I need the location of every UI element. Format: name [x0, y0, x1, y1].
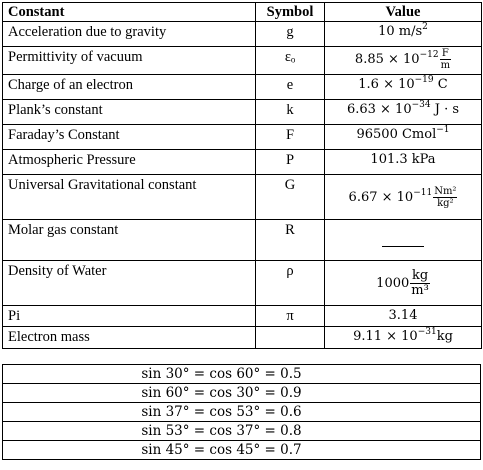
table-row: [3, 261, 482, 306]
unit-fraction: [433, 186, 457, 209]
trig-identity: sin 53° = cos 37° = 0.8: [3, 422, 481, 441]
table-row: [3, 47, 482, 75]
unit-fraction: [410, 269, 430, 298]
constant-symbol: F: [256, 125, 325, 150]
value-exponent: −34: [411, 100, 431, 110]
trig-identities-table: [2, 364, 481, 460]
value-blank-line: [382, 232, 424, 247]
constant-name: Acceleration due to gravity: [3, 22, 256, 47]
constant-symbol: [256, 327, 325, 349]
value-text: 1000: [376, 275, 410, 291]
value-text: 96500 Cmol: [356, 127, 437, 142]
unit-denominator: m: [440, 60, 451, 71]
unit-fraction: [440, 48, 451, 71]
unit-numerator: Nm²: [434, 185, 457, 197]
unit-denominator: m³: [411, 282, 429, 298]
header-value: Value: [325, 3, 482, 22]
constant-symbol: ρ: [256, 261, 325, 306]
constant-symbol: R: [256, 220, 325, 261]
constant-value: [325, 327, 482, 349]
trig-identity: sin 37° = cos 53° = 0.6: [3, 403, 481, 422]
value-exponent: −11: [413, 187, 433, 198]
table-row: [3, 422, 481, 441]
trig-identity: sin 60° = cos 30° = 0.9: [3, 384, 481, 403]
table-row: [3, 100, 482, 125]
value-exponent: −19: [414, 75, 434, 85]
table-row: [3, 403, 481, 422]
value-exponent: −12: [419, 50, 439, 60]
constant-name: Molar gas constant: [3, 220, 256, 261]
table-row: [3, 365, 481, 384]
value-unit: J · s: [430, 102, 460, 117]
table-row: [3, 175, 482, 220]
trig-identity: sin 45° = cos 45° = 0.7: [3, 441, 481, 460]
constant-name: Universal Gravitational constant: [3, 175, 256, 220]
value-unit: kg: [436, 329, 453, 344]
table-row: [3, 150, 482, 175]
unit-numerator: F: [440, 48, 451, 60]
constant-symbol: π: [256, 306, 325, 327]
constant-name: Permittivity of vacuum: [3, 47, 256, 75]
constant-value: [325, 125, 482, 150]
value-text: 9.11 × 10: [353, 329, 418, 344]
constant-value: [325, 220, 482, 261]
table-row: [3, 384, 481, 403]
table-row: [3, 220, 482, 261]
value-text: 8.85 × 10: [354, 52, 420, 67]
constant-name: Pi: [3, 306, 256, 327]
constant-name: Charge of an electron: [3, 75, 256, 100]
table-row: [3, 306, 482, 327]
table-row: [3, 327, 482, 349]
value-exponent: −1: [436, 125, 450, 135]
constant-name: Faraday’s Constant: [3, 125, 256, 150]
table-row: [3, 75, 482, 100]
constant-value: 3.14: [325, 306, 482, 327]
constant-symbol: e: [256, 75, 325, 100]
table-row: [3, 441, 481, 460]
constant-name: Density of Water: [3, 261, 256, 306]
value-text: 10 m/s: [378, 24, 423, 39]
constant-symbol: P: [256, 150, 325, 175]
value-exponent: 2: [422, 22, 428, 32]
table-header-row: [3, 3, 482, 22]
value-text: 6.67 × 10: [348, 189, 414, 205]
constant-value: [325, 261, 482, 306]
value-text: 6.63 × 10: [346, 102, 412, 117]
constant-value: [325, 100, 482, 125]
value-exponent: −31: [417, 327, 437, 337]
constants-table: [2, 2, 482, 349]
constant-value: [325, 75, 482, 100]
value-text: 1.6 × 10: [358, 77, 415, 92]
constant-value: [325, 47, 482, 75]
header-constant: Constant: [3, 3, 256, 22]
trig-identity: sin 30° = cos 60° = 0.5: [3, 365, 481, 384]
constant-name: Plank’s constant: [3, 100, 256, 125]
constant-name: Atmospheric Pressure: [3, 150, 256, 175]
constant-symbol: g: [256, 22, 325, 47]
table-row: [3, 22, 482, 47]
constant-value: [325, 175, 482, 220]
constant-value: [325, 22, 482, 47]
unit-numerator: kg: [411, 267, 429, 283]
constant-name: Electron mass: [3, 327, 256, 349]
unit-denominator: kg²: [437, 197, 454, 209]
constant-value: 101.3 kPa: [325, 150, 482, 175]
table-row: [3, 125, 482, 150]
header-symbol: Symbol: [256, 3, 325, 22]
constant-symbol: G: [256, 175, 325, 220]
value-unit: C: [433, 77, 448, 92]
constant-symbol: εₒ: [256, 47, 325, 75]
constant-symbol: k: [256, 100, 325, 125]
